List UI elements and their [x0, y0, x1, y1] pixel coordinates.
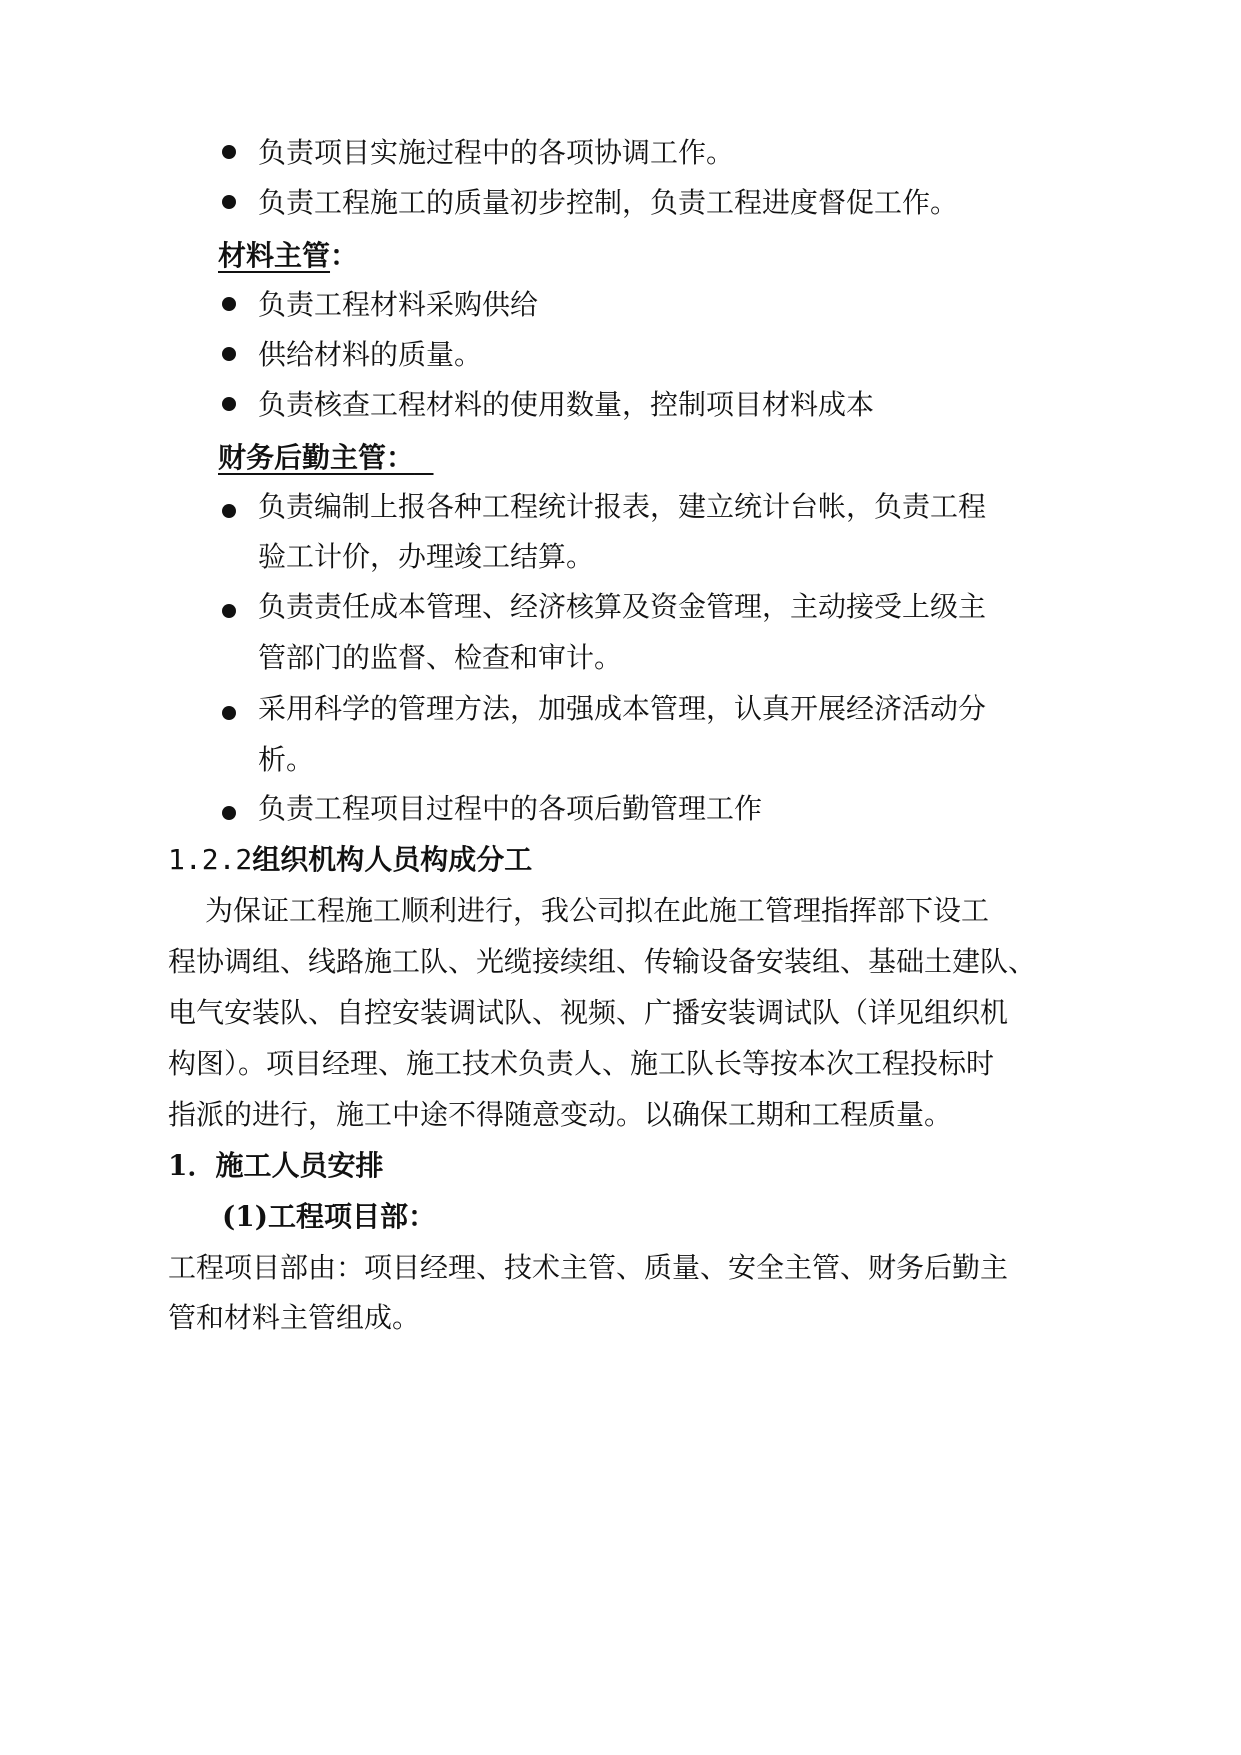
bullet-dot	[222, 806, 236, 820]
staffing-subheading: (1)工程项目部：	[222, 1200, 436, 1233]
paragraph-line: 管和材料主管组成。	[168, 1301, 421, 1334]
material-heading-colon: ：	[330, 239, 359, 272]
bullet-dot	[222, 195, 236, 209]
list-item: 负责核查工程材料的使用数量，控制项目材料成本	[258, 388, 875, 421]
bullet-dot	[222, 706, 236, 720]
section-title: 组织机构人员构成分工	[252, 843, 533, 876]
list-item: 负责项目实施过程中的各项协调工作。	[258, 136, 735, 169]
section-heading	[168, 840, 532, 880]
paragraph-line: 构图）。项目经理、施工技术负责人、施工队长等按本次工程投标时	[168, 1047, 995, 1080]
bullet-dot	[222, 397, 236, 411]
paragraph-line: 工程项目部由：项目经理、技术主管、质量、安全主管、财务后勤主	[168, 1251, 1009, 1284]
list-item-line: 验工计价，办理竣工结算。	[258, 540, 595, 573]
list-item-line: 负责编制上报各种工程统计报表，建立统计台帐，负责工程	[258, 490, 987, 523]
list-item-line: 负责责任成本管理、经济核算及资金管理，主动接受上级主	[258, 590, 987, 623]
list-item: 负责工程施工的质量初步控制，负责工程进度督促工作。	[258, 186, 959, 219]
list-item-line: 负责工程项目过程中的各项后勤管理工作	[258, 792, 763, 825]
bullet-dot	[222, 297, 236, 311]
finance-heading	[218, 438, 434, 478]
material-heading-text: 材料主管	[218, 239, 331, 272]
bullet-dot	[222, 604, 236, 618]
bullet-dot	[222, 145, 236, 159]
list-item: 负责工程材料采购供给	[258, 288, 539, 321]
paragraph-line: 电气安装队、自控安装调试队、视频、广播安装调试队（详见组织机	[168, 996, 1009, 1029]
staffing-heading: 1．施工人员安排	[168, 1149, 384, 1182]
finance-heading-text: 财务后勤主管：	[218, 441, 415, 474]
paragraph-line: 为保证工程施工顺利进行，我公司拟在此施工管理指挥部下设工	[205, 894, 990, 927]
list-item-line: 析。	[258, 743, 315, 776]
section-number: 1.2.2	[168, 843, 253, 876]
bullet-dot	[222, 347, 236, 361]
material-heading	[218, 236, 358, 276]
paragraph-line: 指派的进行，施工中途不得随意变动。以确保工期和工程质量。	[168, 1098, 953, 1131]
bullet-dot	[222, 504, 236, 518]
list-item-line: 采用科学的管理方法，加强成本管理，认真开展经济活动分	[258, 692, 987, 725]
list-item-line: 管部门的监督、检查和审计。	[258, 641, 623, 674]
paragraph-line: 程协调组、线路施工队、光缆接续组、传输设备安装组、基础土建队、	[168, 945, 1037, 978]
list-item: 供给材料的质量。	[258, 338, 483, 371]
